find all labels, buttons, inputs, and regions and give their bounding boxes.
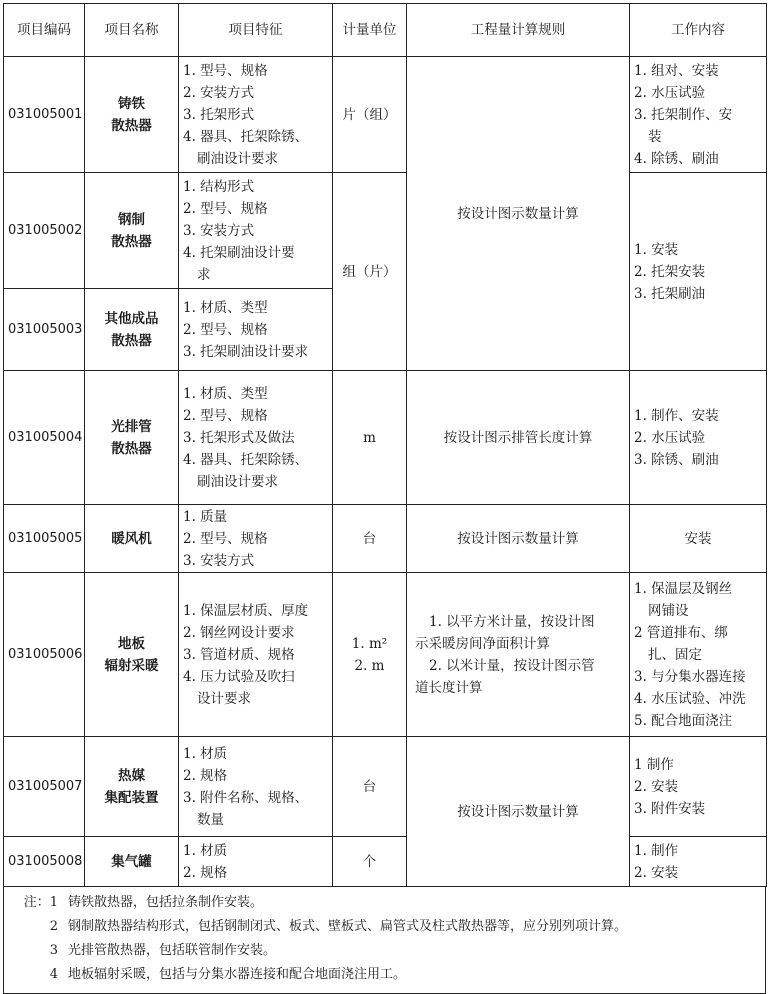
work-line: 2. 水压试验: [634, 84, 706, 101]
work-line: 2. 托架安装: [634, 263, 706, 280]
work-line: 1. 保温层及钢丝: [634, 580, 733, 597]
rule-line: 1. 以平方米计量，按设计图: [429, 613, 595, 630]
rule-line: 2. 以米计量，按设计图示管: [429, 657, 595, 674]
feature-line: 2. 安装方式: [183, 84, 255, 101]
feature-line: 3. 附件名称、规格、: [183, 789, 309, 806]
work-line: 1 制作: [634, 756, 674, 773]
feature-line: 1. 材质、类型: [183, 299, 268, 316]
item-rule: 按设计图示数量计算: [407, 737, 630, 887]
item-name: [85, 573, 179, 737]
item-features: [179, 289, 333, 371]
unit-line: 2. m: [354, 657, 385, 674]
item-work: [630, 573, 767, 737]
note-text: 地板辐射采暖，包括与分集水器连接和配合地面浇注用工。: [68, 967, 407, 982]
feature-line: 1. 结构形式: [183, 178, 255, 195]
item-features: [179, 371, 333, 505]
item-unit: 个: [333, 837, 407, 887]
work-line: 2. 水压试验: [634, 429, 706, 446]
item-code: 031005006: [4, 573, 85, 737]
item-features: [179, 57, 333, 173]
note-item: [4, 939, 765, 963]
work-line: 3. 托架刷油: [634, 285, 706, 302]
table-row: [4, 573, 767, 737]
feature-line: 1. 质量: [183, 508, 228, 525]
spec-table: [3, 3, 767, 887]
item-work: [630, 837, 767, 887]
item-name-line: 集配装置: [104, 789, 159, 806]
item-features: [179, 837, 333, 887]
item-name: [85, 505, 179, 573]
note-number: 注：1: [23, 895, 58, 910]
feature-line: 2. 规格: [183, 767, 228, 784]
item-work: 安装: [630, 505, 767, 573]
item-name: [85, 289, 179, 371]
item-code: 031005003: [4, 289, 85, 371]
item-name-line: 热媒: [118, 767, 145, 784]
item-work: [630, 737, 767, 837]
note-text: 铸铁散热器，包括拉条制作安装。: [68, 895, 264, 910]
table-row: [4, 371, 767, 505]
note-item: [4, 915, 765, 939]
item-unit: 台: [333, 737, 407, 837]
item-unit: m: [333, 371, 407, 505]
item-rule: 按设计图示数量计算: [407, 505, 630, 573]
feature-line: 3. 管道材质、规格: [183, 646, 295, 663]
item-rule: [407, 573, 630, 737]
item-rule: 按设计图示数量计算: [407, 57, 630, 371]
feature-line: 刷油设计要求: [197, 473, 278, 490]
rule-line: 示采暖房间净面积计算: [415, 635, 550, 652]
table-row: [4, 173, 767, 289]
feature-line: 1. 材质、类型: [183, 385, 268, 402]
item-work: [630, 371, 767, 505]
feature-line: 4. 器具、托架除锈、: [183, 451, 309, 468]
header-unit: 计量单位: [333, 4, 407, 57]
item-name: [85, 837, 179, 887]
header-features: 项目特征: [179, 4, 333, 57]
item-name-line: 地板: [118, 635, 145, 652]
work-line: 3. 除锈、刷油: [634, 451, 719, 468]
work-line: 1. 安装: [634, 241, 679, 258]
work-line: 1. 制作: [634, 842, 679, 859]
item-name-line: 铸铁: [118, 95, 145, 112]
work-line: 3. 附件安装: [634, 800, 706, 817]
item-name: [85, 173, 179, 289]
header-code: 项目编码: [4, 4, 85, 57]
feature-line: 数量: [197, 811, 224, 828]
work-line: 2. 安装: [634, 864, 679, 881]
unit-line: 1. m²: [351, 635, 388, 652]
feature-line: 3. 托架刷油设计要求: [183, 343, 309, 360]
feature-line: 2. 规格: [183, 864, 228, 881]
item-features: [179, 173, 333, 289]
feature-line: 1. 保温层材质、厚度: [183, 602, 309, 619]
feature-line: 求: [197, 266, 211, 283]
work-line: 3. 与分集水器连接: [634, 668, 746, 685]
item-name-line: 钢制: [118, 211, 145, 228]
work-line: 装: [648, 128, 662, 145]
note-item: [4, 963, 765, 987]
work-line: 2 管道排布、绑: [634, 624, 728, 641]
note-text: 光排管散热器，包括联管制作安装。: [68, 943, 277, 958]
feature-line: 3. 托架形式及做法: [183, 429, 295, 446]
work-line: 3. 托架制作、安: [634, 106, 733, 123]
item-unit: [333, 573, 407, 737]
item-code: 031005002: [4, 173, 85, 289]
item-name: [85, 371, 179, 505]
feature-line: 1. 材质: [183, 842, 228, 859]
note-text: 钢制散热器结构形式，包括钢制闭式、板式、壁板式、扁管式及柱式散热器等，应分别列项计算。: [68, 919, 628, 934]
note-number: 4: [49, 967, 58, 982]
work-line: 1. 制作、安装: [634, 407, 719, 424]
item-name-line: 散热器: [111, 440, 152, 457]
item-code: 031005001: [4, 57, 85, 173]
feature-line: 2. 钢丝网设计要求: [183, 624, 295, 641]
feature-line: 1. 型号、规格: [183, 62, 268, 79]
header-name: 项目名称: [85, 4, 179, 57]
item-code: 031005004: [4, 371, 85, 505]
item-name-line: 集气罐: [111, 853, 152, 870]
work-line: 2. 安装: [634, 778, 679, 795]
item-work: [630, 173, 767, 371]
item-unit: 片（组）: [333, 57, 407, 173]
feature-line: 设计要求: [197, 690, 251, 707]
table-row: [4, 737, 767, 837]
item-unit: 台: [333, 505, 407, 573]
item-name-line: 辐射采暖: [104, 657, 159, 674]
item-name: [85, 57, 179, 173]
item-name-line: 其他成品: [104, 310, 159, 327]
work-line: 4. 除锈、刷油: [634, 150, 719, 167]
feature-line: 2. 型号、规格: [183, 530, 268, 547]
note-number: 2: [49, 919, 58, 934]
feature-line: 1. 材质: [183, 745, 228, 762]
feature-line: 2. 型号、规格: [183, 200, 268, 217]
item-code: 031005008: [4, 837, 85, 887]
item-features: [179, 505, 333, 573]
table-row: [4, 837, 767, 887]
feature-line: 2. 型号、规格: [183, 407, 268, 424]
table-row: [4, 57, 767, 173]
feature-line: 4. 托架刷油设计要: [183, 244, 295, 261]
item-rule: 按设计图示排管长度计算: [407, 371, 630, 505]
feature-line: 4. 器具、托架除锈、: [183, 128, 309, 145]
header-rule: 工程量计算规则: [407, 4, 630, 57]
spec-table-container: [3, 3, 766, 994]
item-features: [179, 573, 333, 737]
item-name-line: 散热器: [111, 332, 152, 349]
feature-line: 刷油设计要求: [197, 150, 278, 167]
work-line: 5. 配合地面浇注: [634, 712, 733, 729]
table-notes: [3, 887, 766, 994]
work-line: 网铺设: [648, 602, 689, 619]
table-row: [4, 505, 767, 573]
item-features: [179, 737, 333, 837]
note-number: 3: [49, 943, 58, 958]
work-line: 4. 水压试验、冲洗: [634, 690, 746, 707]
item-name-line: 散热器: [111, 233, 152, 250]
feature-line: 2. 型号、规格: [183, 321, 268, 338]
feature-line: 3. 安装方式: [183, 222, 255, 239]
item-name-line: 暖风机: [111, 530, 152, 547]
feature-line: 3. 安装方式: [183, 552, 255, 569]
work-line: 1. 组对、安装: [634, 62, 719, 79]
feature-line: 3. 托架形式: [183, 106, 255, 123]
item-work: [630, 57, 767, 173]
item-name-line: 散热器: [111, 117, 152, 134]
work-line: 扎、固定: [648, 646, 702, 663]
header-work: 工作内容: [630, 4, 767, 57]
item-code: 031005007: [4, 737, 85, 837]
rule-line: 道长度计算: [415, 679, 483, 696]
header-row: [4, 4, 767, 57]
item-code: 031005005: [4, 505, 85, 573]
feature-line: 4. 压力试验及吹扫: [183, 668, 295, 685]
item-name-line: 光排管: [111, 418, 152, 435]
item-name: [85, 737, 179, 837]
item-unit: 组（片）: [333, 173, 407, 371]
note-item: [4, 891, 765, 915]
